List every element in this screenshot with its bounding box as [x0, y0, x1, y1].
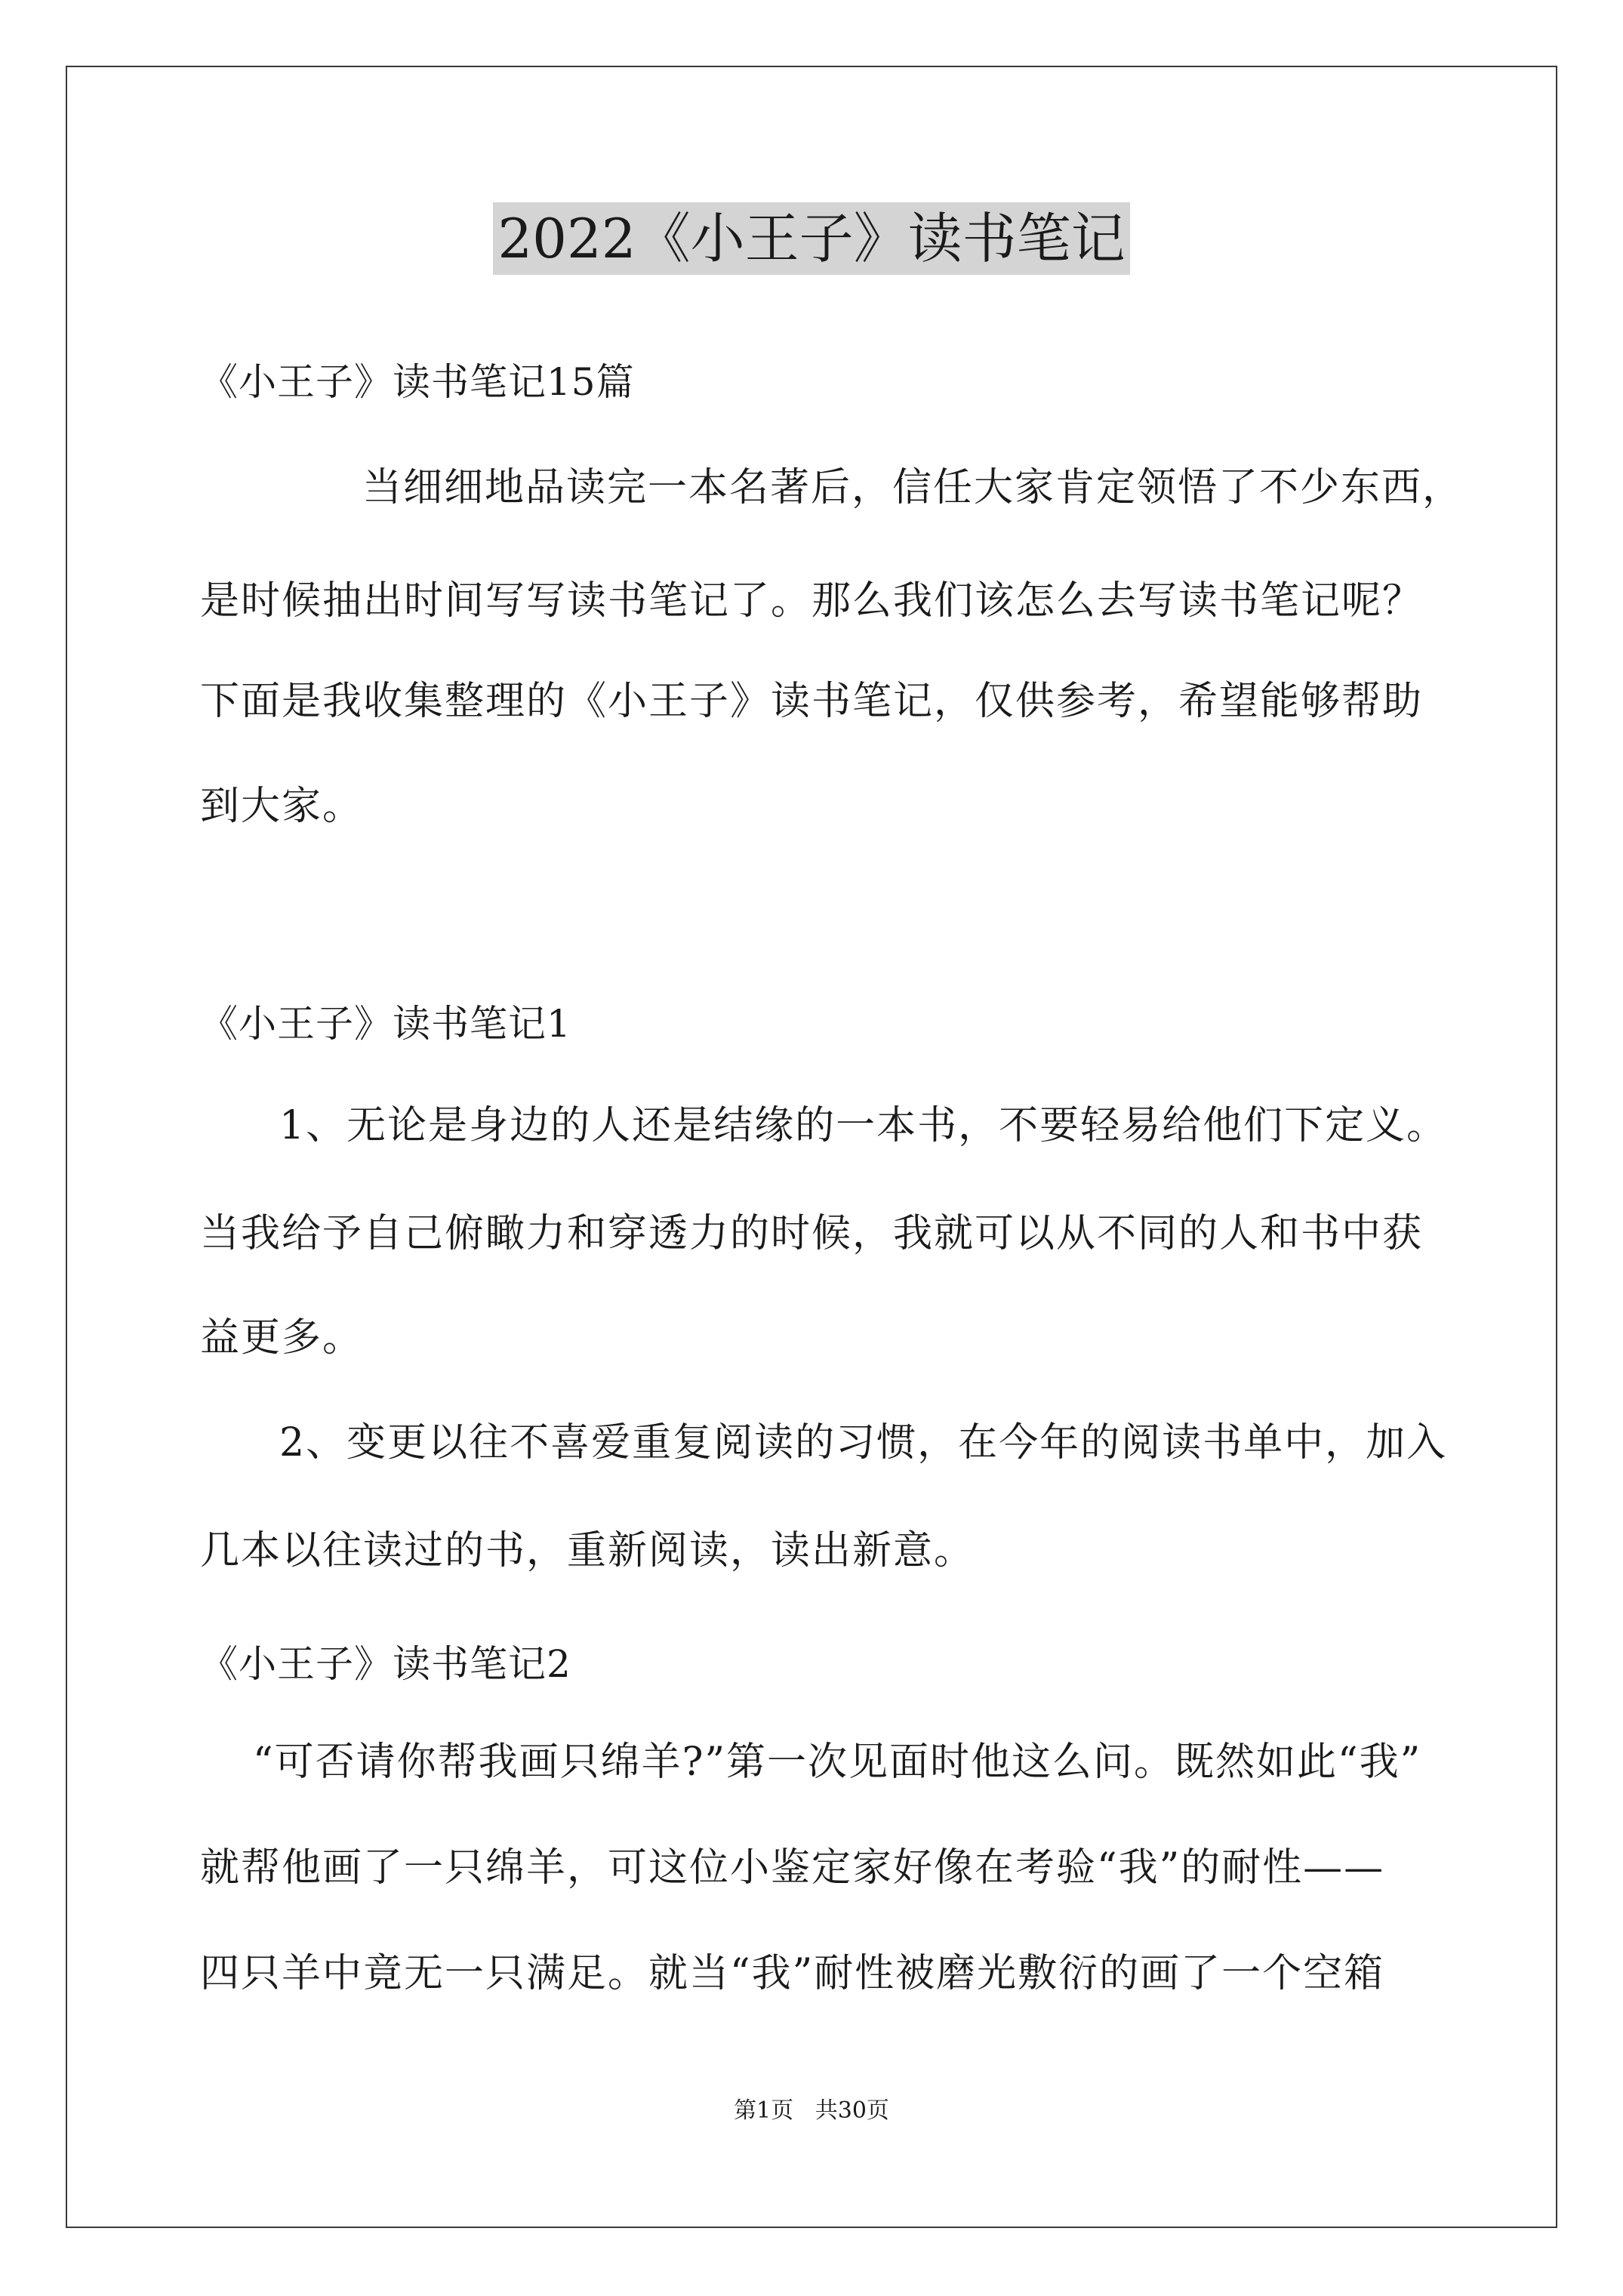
intro-line: 是时候抽出时间写写读书笔记了。那么我们该怎么去写读书笔记呢？: [200, 578, 1424, 624]
paragraph-line: “可否请你帮我画只绵羊?”第一次见面时他这么问。既然如此“我”: [253, 1740, 1422, 1785]
paragraph-line: 益更多。: [200, 1315, 364, 1361]
intro-line: 到大家。: [200, 784, 364, 829]
document-subtitle: 《小王子》读书笔记15篇: [200, 360, 635, 404]
page-footer: 第1页 共30页: [734, 2097, 889, 2124]
document-title: 2022《小王子》读书笔记: [0, 202, 1623, 275]
intro-line: 当细细地品读完一本名著后，信任大家肯定领悟了不少东西，: [362, 465, 1464, 510]
paragraph-line: 几本以往读过的书，重新阅读，读出新意。: [200, 1528, 975, 1573]
paragraph-line: 四只羊中竟无一只满足。就当“我”耐性被磨光敷衍的画了一个空箱: [200, 1951, 1385, 1996]
section-heading: 《小王子》读书笔记1: [200, 1002, 571, 1046]
paragraph-line: 就帮他画了一只绵羊，可这位小鉴定家好像在考验“我”的耐性——: [200, 1845, 1385, 1891]
section-heading: 《小王子》读书笔记2: [200, 1642, 571, 1686]
paragraph-line: 2、变更以往不喜爱重复阅读的习惯，在今年的阅读书单中，加入: [279, 1420, 1448, 1465]
paragraph-line: 当我给予自己俯瞰力和穿透力的时候，我就可以从不同的人和书中获: [200, 1211, 1424, 1256]
paragraph-line: 1、无论是身边的人还是结缘的一本书，不要轻易给他们下定义。: [279, 1103, 1448, 1148]
intro-line: 下面是我收集整理的《小王子》读书笔记，仅供参考，希望能够帮助: [200, 679, 1424, 724]
